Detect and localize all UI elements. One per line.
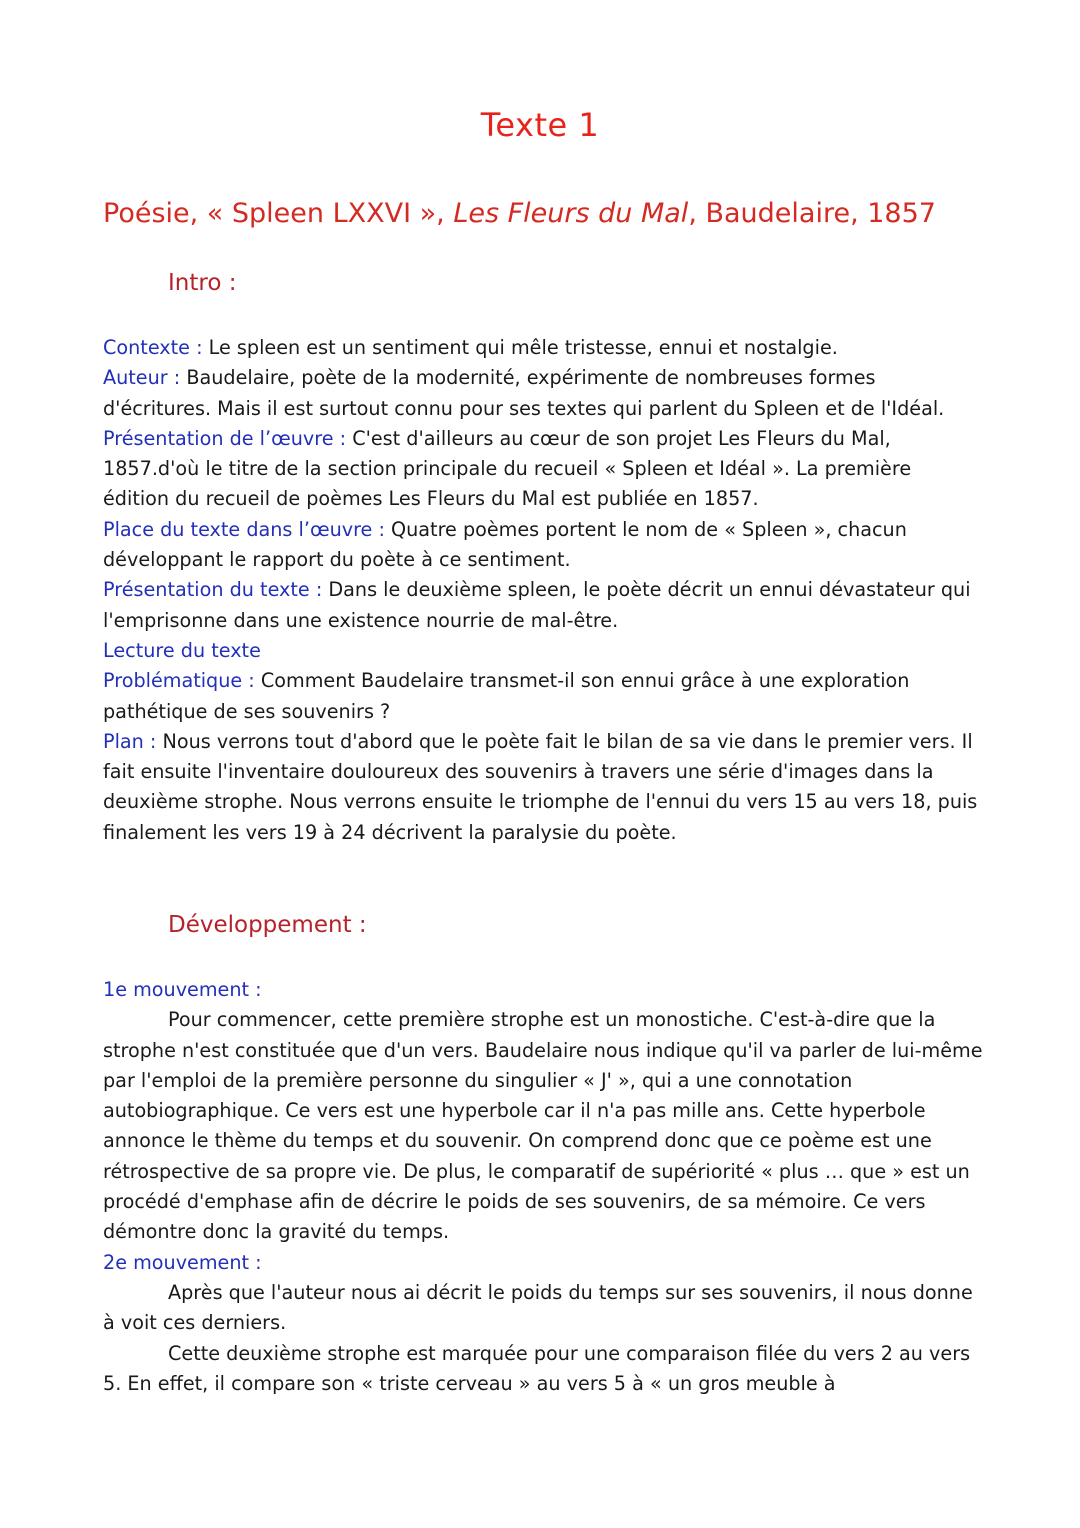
development-heading: Développement : <box>168 912 367 938</box>
intro-text: Comment Baudelaire transmet-il son ennui grâce à une exploration pathétique de ses souvenirs ? <box>103 669 910 723</box>
intro-text: Baudelaire, poète de la modernité, expérimente de nombreuses formes d'écritures. Mais il est surtout connu pour ses textes qui parlent du Spleen et de l'Idéal. <box>103 366 945 420</box>
movement-1-paragraph: Pour commencer, cette première strophe est un monostiche. C'est-à-dire que la strophe n'est constituée que d'un vers. Baudelaire nous indique qu'il va parler de lui-même par l'emploi de la première personne du singulier « J' », qui a une connotation autobiographique. Ce vers est une hyperbole car il n'a pas mille ans. Cette hyperbole annonce le thème du temps et du souvenir. On comprend donc que ce poème est une rétrospective de sa propre vie. De plus, le comparatif de supériorité « plus … que » est un procédé d'emphase afin de décrire le poids de ses souvenirs, de sa mémoire. Ce vers démontre donc la gravité du temps. <box>103 1008 983 1244</box>
intro-text: Nous verrons tout d'abord que le poète fait le bilan de sa vie dans le premier vers. Il fait ensuite l'inventaire douloureux des souvenirs à travers une série d'images dans la deuxième strophe. Nous verrons ensuite le triomphe de l'ennui du vers 15 au vers 18, puis finalement les vers 19 à 24 décrivent la paralysie du poète. <box>103 729 978 844</box>
intro-text: C'est d'ailleurs au cœur de son projet Les Fleurs du Mal, 1857.d'où le titre de la section principale du recueil « Spleen et Idéal ». La première édition du recueil de poèmes Les Fleurs du Mal est publiée en 1857. <box>103 426 912 511</box>
intro-text: Le spleen est un sentiment qui mêle tristesse, ennui et nostalgie. <box>202 336 838 359</box>
intro-item-reading <box>103 636 983 666</box>
intro-item-plan <box>103 727 983 848</box>
intro-item-work-presentation <box>103 424 983 515</box>
intro-label: Place du texte dans l’œuvre : <box>103 517 385 541</box>
intro-item-context <box>103 333 983 363</box>
intro-label: Plan : <box>103 729 157 753</box>
intro-label: Auteur : <box>103 366 181 390</box>
intro-item-text-presentation <box>103 575 983 636</box>
intro-item-author <box>103 363 983 424</box>
intro-label: Problématique : <box>103 669 255 693</box>
intro-label: Lecture du texte <box>103 638 261 662</box>
development-section <box>103 975 983 1399</box>
document-subtitle <box>103 198 1003 229</box>
intro-text: Quatre poèmes portent le nom de « Spleen », chacun développant le rapport du poète à ce sentiment. <box>103 517 907 572</box>
movement-2-paragraph-2: Cette deuxième strophe est marquée pour une comparaison filée du vers 2 au vers 5. En effet, il compare son « triste cerveau » au vers 5 à « un gros meuble à <box>103 1341 971 1395</box>
intro-item-text-place <box>103 515 983 576</box>
subtitle-prefix: Poésie, « Spleen LXXVI », <box>103 198 454 229</box>
subtitle-suffix: , Baudelaire, 1857 <box>688 198 936 229</box>
intro-label: Contexte : <box>103 336 203 359</box>
document-title: Texte 1 <box>480 106 600 144</box>
intro-text: Dans le deuxième spleen, le poète décrit un ennui dévastateur qui l'emprisonne dans une existence nourrie de mal-être. <box>103 578 971 632</box>
movement-2-label: 2e mouvement : <box>103 1250 262 1274</box>
intro-section <box>103 333 983 848</box>
intro-item-problematic <box>103 666 983 727</box>
intro-label: Présentation de l’œuvre : <box>103 426 347 450</box>
intro-heading: Intro : <box>168 270 237 296</box>
movement-2-paragraph-1: Après que l'auteur nous ai décrit le poids du temps sur ses souvenirs, il nous donne à voit ces derniers. <box>103 1280 973 1335</box>
intro-label: Présentation du texte : <box>103 578 323 602</box>
subtitle-work: Les Fleurs du Mal <box>453 198 689 229</box>
movement-1-label: 1e mouvement : <box>103 978 262 1001</box>
